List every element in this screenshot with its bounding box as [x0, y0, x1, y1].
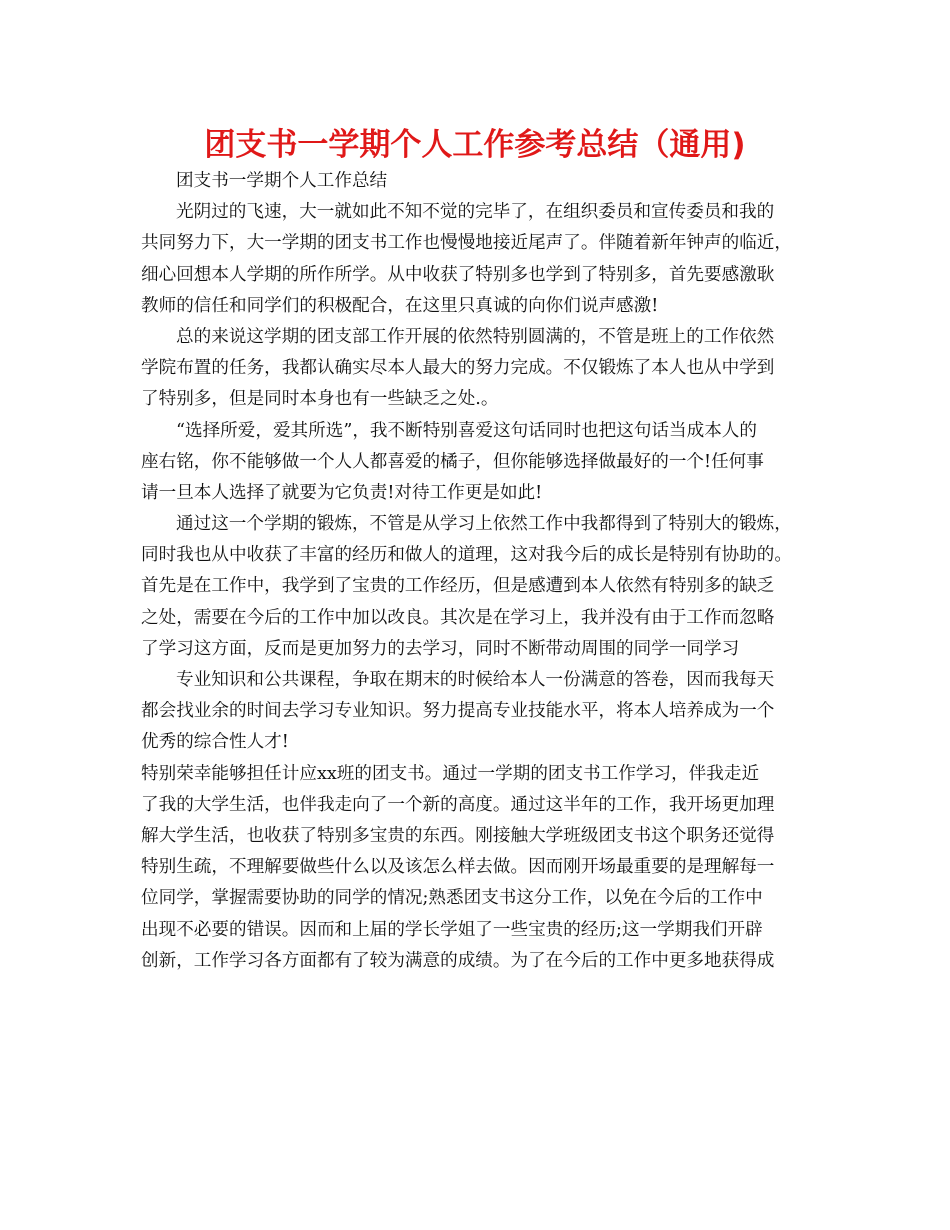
body-line: 座右铭，你不能够做一个人人都喜爱的橘子，但你能够选择做最好的一个!任何事 — [141, 451, 764, 472]
document-body — [141, 166, 811, 977]
body-line: 位同学，掌握需要协助的同学的情况;熟悉团支书这分工作，以免在今后的工作中 — [141, 888, 763, 909]
body-line: 优秀的综合性人才! — [141, 732, 289, 753]
body-line: 特别生疏，不理解要做些什么以及该怎么样去做。因而刚开场最重要的是理解每一 — [141, 857, 775, 878]
body-line: 都会找业余的时间去学习专业知识。努力提高专业技能水平，将本人培养成为一个 — [141, 701, 775, 722]
body-line: 总的来说这学期的团支部工作开展的依然特别圆满的，不管是班上的工作依然 — [176, 326, 775, 347]
body-line: 出现不必要的错误。因而和上届的学长学姐了一些宝贵的经历;这一学期我们开辟 — [141, 919, 763, 940]
body-line: 光阴过的飞速，大一就如此不知不觉的完毕了，在组织委员和宣传委员和我的 — [176, 202, 775, 223]
body-line: 了我的大学生活，也伴我走向了一个新的高度。通过这半年的工作，我开场更加理 — [141, 794, 775, 815]
body-line: 特别荣幸能够担任计应xx班的团支书。通过一学期的团支书工作学习，伴我走近 — [141, 763, 760, 784]
body-line: 解大学生活，也收获了特别多宝贵的东西。刚接触大学班级团支书这个职务还觉得 — [141, 825, 775, 846]
body-line: 同时我也从中收获了丰富的经历和做人的道理，这对我今后的成长是特别有协助的。 — [141, 545, 792, 566]
body-line: 教师的信任和同学们的积极配合，在这里只真诚的向你们说声感激! — [141, 295, 659, 316]
body-line: 通过这一个学期的锻炼，不管是从学习上依然工作中我都得到了特别大的锻炼， — [176, 514, 792, 535]
body-line: 团支书一学期个人工作总结 — [176, 171, 388, 191]
body-line: 了特别多，但是同时本身也有一些缺乏之处.。 — [141, 389, 499, 410]
body-line: 了学习这方面，反而是更加努力的去学习，同时不断带动周围的同学一同学习 — [141, 638, 740, 659]
body-line: 之处，需要在今后的工作中加以改良。其次是在学习上，我并没有由于工作而忽略 — [141, 607, 775, 628]
body-line: 细心回想本人学期的所作所学。从中收获了特别多也学到了特别多，首先要感激耿 — [141, 264, 775, 285]
body-line: 创新，工作学习各方面都有了较为满意的成绩。为了在今后的工作中更多地获得成 — [141, 950, 775, 971]
body-line: 学院布置的任务，我都认确实尽本人最大的努力完成。不仅锻炼了本人也从中学到 — [141, 358, 775, 379]
body-line: 共同努力下，大一学期的团支书工作也慢慢地接近尾声了。伴随着新年钟声的临近， — [141, 233, 792, 254]
body-line: 首先是在工作中，我学到了宝贵的工作经历，但是感遭到本人依然有特别多的缺乏 — [141, 576, 775, 597]
body-line: 专业知识和公共课程，争取在期末的时候给本人一份满意的答卷，因而我每天 — [176, 670, 775, 690]
body-line: “选择所爱，爱其所选”，我不断特别喜爱这句话同时也把这句话当成本人的 — [176, 420, 757, 441]
document-title: 团支书一学期个人工作参考总结（通用) — [204, 127, 746, 163]
body-line: 请一旦本人选择了就要为它负责!对待工作更是如此! — [141, 482, 543, 503]
